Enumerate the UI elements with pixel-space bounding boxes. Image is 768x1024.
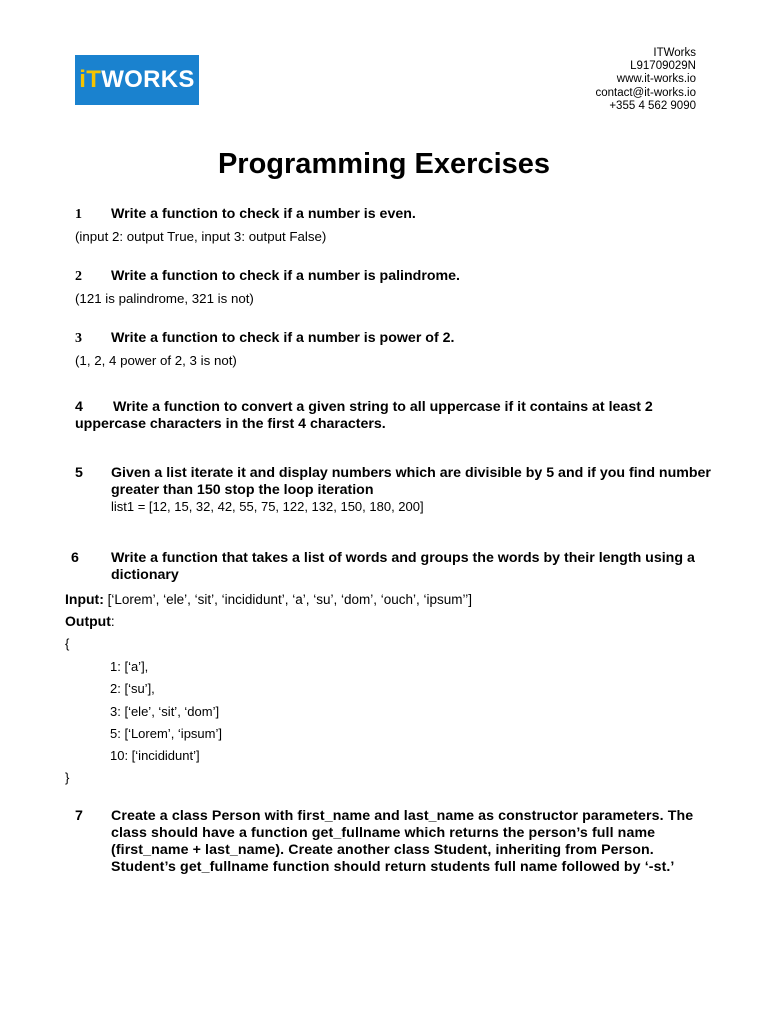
output-label-line	[65, 613, 115, 629]
exercise-number: 5	[75, 465, 83, 481]
exercise-1	[75, 206, 715, 245]
exercise-text: Write a function that takes a list of words and groups the words by their length using a dictionary	[111, 550, 695, 583]
logo-i: iT	[79, 66, 102, 93]
company-name: ITWorks	[653, 47, 696, 59]
exercise-5	[75, 465, 715, 514]
exercise-7	[75, 808, 715, 876]
exercise-6	[71, 550, 711, 584]
output-line: 5: [‘Lorem’, ‘ipsum’]	[110, 726, 222, 741]
exercise-text: Write a function to check if a number is power of 2.	[111, 330, 455, 346]
exercise-2	[75, 268, 715, 307]
company-phone: +355 4 562 9090	[609, 99, 696, 112]
output-line: 1: [‘a’],	[110, 659, 149, 674]
exercise-number: 6	[71, 550, 79, 566]
company-email: contact@it-works.io	[595, 86, 696, 99]
exercise-3	[75, 330, 715, 369]
exercise-4	[75, 399, 705, 433]
exercise-text: Write a function to convert a given string to all uppercase if it contains at least 2 uppercase characters in the first 4 characters.	[75, 399, 653, 432]
company-id: L91709029N	[630, 60, 696, 73]
exercise-text: Create a class Person with first_name and last_name as constructor parameters. The class should have a function get_fullname which returns the person’s full name (first_name + last_name). Create another class Student, inheriting from Person. Student’s get_fullname function should return students full name followed by ‘-st.’	[111, 808, 694, 875]
output-label: Output	[65, 613, 111, 629]
company-website: www.it-works.io	[616, 73, 696, 86]
exercise-number: 1	[75, 207, 82, 222]
exercise-note: list1 = [12, 15, 32, 42, 55, 75, 122, 132, 150, 180, 200]	[111, 499, 424, 514]
exercise-note: (1, 2, 4 power of 2, 3 is not)	[75, 353, 237, 368]
page-title: Programming Exercises	[217, 148, 551, 180]
output-line: 10: [‘incididunt’]	[110, 748, 200, 763]
output-line: 3: [‘ele’, ‘sit’, ‘dom’]	[110, 704, 220, 719]
output-open-brace: {	[65, 636, 70, 651]
exercise-number: 3	[75, 331, 82, 346]
exercise-number: 4	[75, 399, 83, 415]
output-colon: :	[110, 614, 115, 629]
exercise-text: Write a function to check if a number is even.	[111, 206, 416, 222]
input-line	[65, 591, 472, 607]
output-line: 2: [‘su’],	[110, 681, 155, 696]
contact-block	[595, 47, 696, 113]
output-close-brace: }	[65, 770, 70, 785]
exercise-number: 2	[75, 269, 82, 284]
exercise-text: Given a list iterate it and display numbers which are divisible by 5 and if you find number greater than 150 stop the loop iteration	[111, 465, 711, 498]
input-value: [‘Lorem’, ‘ele’, ‘sit’, ‘incididunt’, ‘a’, ‘su’, ‘dom’, ‘ouch’, ‘ipsum’’]	[107, 592, 473, 607]
itworks-logo	[75, 55, 199, 105]
exercise-note: (input 2: output True, input 3: output False)	[75, 229, 327, 244]
logo-works: WORKS	[101, 66, 195, 93]
input-label: Input:	[65, 591, 104, 607]
exercise-note: (121 is palindrome, 321 is not)	[75, 291, 254, 306]
exercise-number: 7	[75, 808, 83, 824]
exercise-text: Write a function to check if a number is palindrome.	[111, 268, 460, 284]
